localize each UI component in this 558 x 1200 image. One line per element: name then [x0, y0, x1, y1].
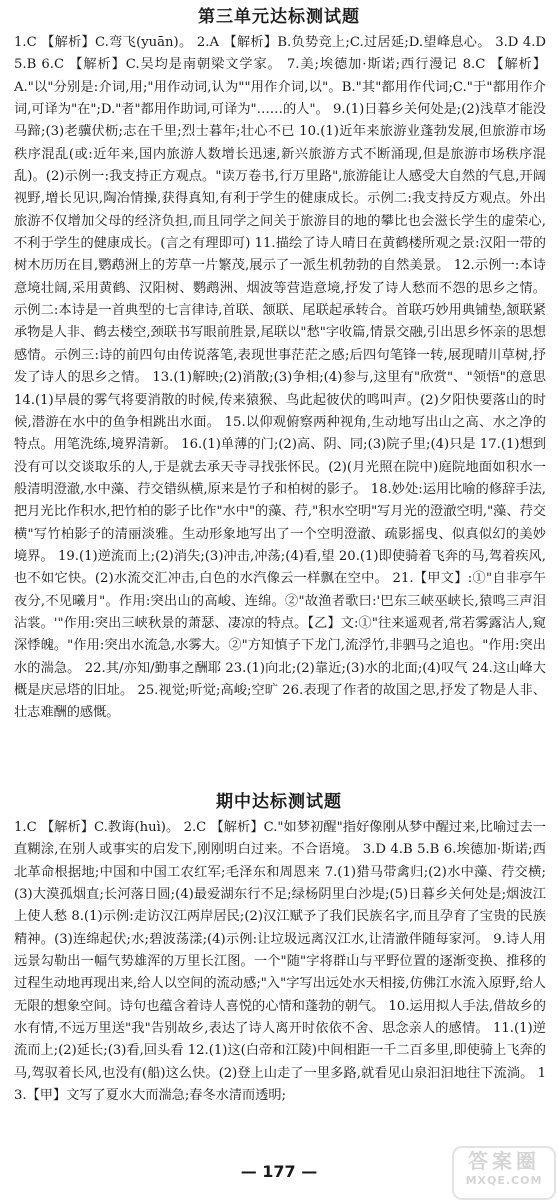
page-number: — 177 —: [240, 1162, 318, 1181]
watermark-en: MXQE.COM: [465, 1174, 543, 1187]
site-watermark-logo: [452, 1146, 556, 1200]
unit3-answers-text: 1.C 【解析】C.弯飞(yuān)。 2.A 【解析】B.负势竞上;C.过居延;D.望峰息心。 3.D 4.D 5.B 6.C 【解析】C.吴均是南朝梁文学家。 7.美;埃德加·斯诺;西行漫记 8.C 【解析】A."以"分别是:介词,用;"用作动词,认为""用作介词,以"。B."其"都用作代词;C."于"都用作介词,可译为"在";D."者"都用作助词,可译为"……的人"。 9.(1)日暮乡关何处是;(2)浅草才能没马蹄;(3)老骥伏枥;志在千里;烈士暮年;壮心不已 10.(1)近年来旅游业蓬勃发展,但旅游市场秩序混乱(或:近年来,国内旅游人数增长迅速,新兴旅游方式不断涌现,但是旅游市场秩序混乱)。(2)示例一:我支持正方观点。"读万卷书,行万里路",旅游能让人感受大自然的气息,开阔视野,增长见识,陶冶情操,获得真知,有利于学生的健康成长。示例二:我支持反方观点。外出旅游不仅增加父母的经济负担,而且同学之间关于旅游目的地的攀比也会滋长学生的虚荣心,不利于学生的健康成长。(言之有理即可) 11.描绘了诗人晴日在黄鹤楼所观之景:汉阳一带的树木历历在目,鹦鹉洲上的芳草一片繁茂,展示了一派生机勃勃的自然美景。 12.示例一:本诗意境壮阔,采用黄鹤、汉阳树、鹦鹉洲、烟波等营造意境,抒发了诗人愁而不怨的思乡之情。示例二:本诗是一首典型的七言律诗,首联、颔联、尾联起承转合。首联巧妙用典铺垫,颔联紧承物是人非、鹤去楼空,颈联书写眼前胜景,尾联以"愁"字收篇,情景交融,引出思乡怀亲的思想感情。示例三:诗的前四句由传说落笔,表现世事茫茫之感;后四句笔锋一转,展现晴川草树,抒发了诗人的思乡之情。 13.(1)解映;(2)消散;(3)争相;(4)参与,这里有"欣赏"、"领悟"的意思 14.(1)早晨的雾气将要消散的时候,传来猿猴、鸟此起彼伏的鸣叫声。(2)夕阳快要落山的时候,潜游在水中的鱼争相跳出水面。 15.以仰观俯察两种视角,生动地写出山之高、水之净的特点。用笔洗练,境界清新。 16.(1)单薄的门;(2)高、阴、同;(3)院子里;(4)只是 17.(1)想到没有可以交谈取乐的人,于是就去承天寺寻找张怀民。(2)(月光照在院中)庭院地面如积水一般清明澄澈,水中藻、荇交错纵横,原来是竹子和柏树的影子。 18.妙处:运用比喻的修辞手法,把月光比作积水,把竹柏的影子比作"水中"的藻、荇,"积水空明"写月光的澄澈空明,"藻、荇交横"写竹柏影子的清丽淡雅。生动形象地写出了一个空明澄澈、疏影摇曳、似真似幻的美妙境界。 19.(1)逆流而上;(2)消失;(3)冲击,冲荡;(4)看,望 20.(1)即使骑着飞奔的马,驾着疾风,也不如它快。(2)水流交汇冲击,白色的水汽像云一样飘在空中。 21.【甲文】:①"自非亭午夜分,不见曦月"。作用:突出山的高峻、连绵。②"故渔者歌曰:'巴东三峡巫峡长,猿鸣三声泪沾裳。'"作用:突出三峡秋景的萧瑟、凄凉的特点。【乙】文:①"往来遥观者,常若雾露沾人,窥深悸魄。"作用:突出水流急,水雾大。②"方知慎子下龙门,流浮竹,非驷马之追也。"作用:突出水的湍急。 22.其/亦知/勤事之酬耶 23.(1)向北;(2)靠近;(3)水的北面;(4)叹气 24.这山峰大概是庆忌塔的旧址。 25.视觉;听觉;高峻;空旷 26.表现了作者的故国之思,抒发了物是人非、壮志难酬的感慨。: [14, 35, 546, 721]
midterm-answers-text: 1.C 【解析】C.教诲(huì)。 2.C 【解析】C."如梦初醒"指好像刚从梦中醒过来,比喻过去一直糊涂,在别人或事实的启发下,刚刚明白过来。不合语境。 3.D 4.B 5.B 6.埃德加·斯诺;西北革命根据地;中国和中国工农红军;毛泽东和周恩来 7.(1)猎马带禽归;(2)水中藻、荇交横;(3)大漠孤烟直;长河落日圆;(4)最爱湖东行不足;绿杨阴里白沙堤;(5)日暮乡关何处是;烟波江上使人愁 8.(1)示例:走访汉江两岸居民;(2)汉江赋予了我们民族名字,而且孕育了宝贵的民族精神。(3)连绵起伏;水;碧波荡漾;(4)示例:让垃圾远离汉江水,让清澈伴随每家河。 9.诗人用远景勾勒出一幅气势雄浑的万里长江图。一个"随"字将群山与平野位置的逐渐变换、推移的过程生动地再现出来,给人以空间的流动感;"入"字写出远处水天相接,仿佛江水流入原野,给人无限的想象空间。诗句也蕴含着诗人喜悦的心情和蓬勃的朝气。 10.运用拟人手法,借故乡的水有情,不远万里送"我"告别故乡,表达了诗人离开时依依不舍、思念亲人的感情。 11.(1)逆流而上;(2)延长;(3)看,回头看 12.(1)这(白帝和江陵)中间相距一千二百多里,即使骑上飞奔的马,驾驭着长风,也没有(船)这么快。(2)登上山走了一里多路,就看见山泉汩汩地往下流淌。 13.【甲】文写了夏水大而湍急;春冬水清而透明;: [14, 820, 546, 1104]
section-title-unit3-test: 第三单元达标测试题: [198, 7, 360, 27]
watermark-cn: 答案圈: [468, 1149, 540, 1173]
section-title-midterm-test: 期中达标测试题: [216, 792, 342, 812]
